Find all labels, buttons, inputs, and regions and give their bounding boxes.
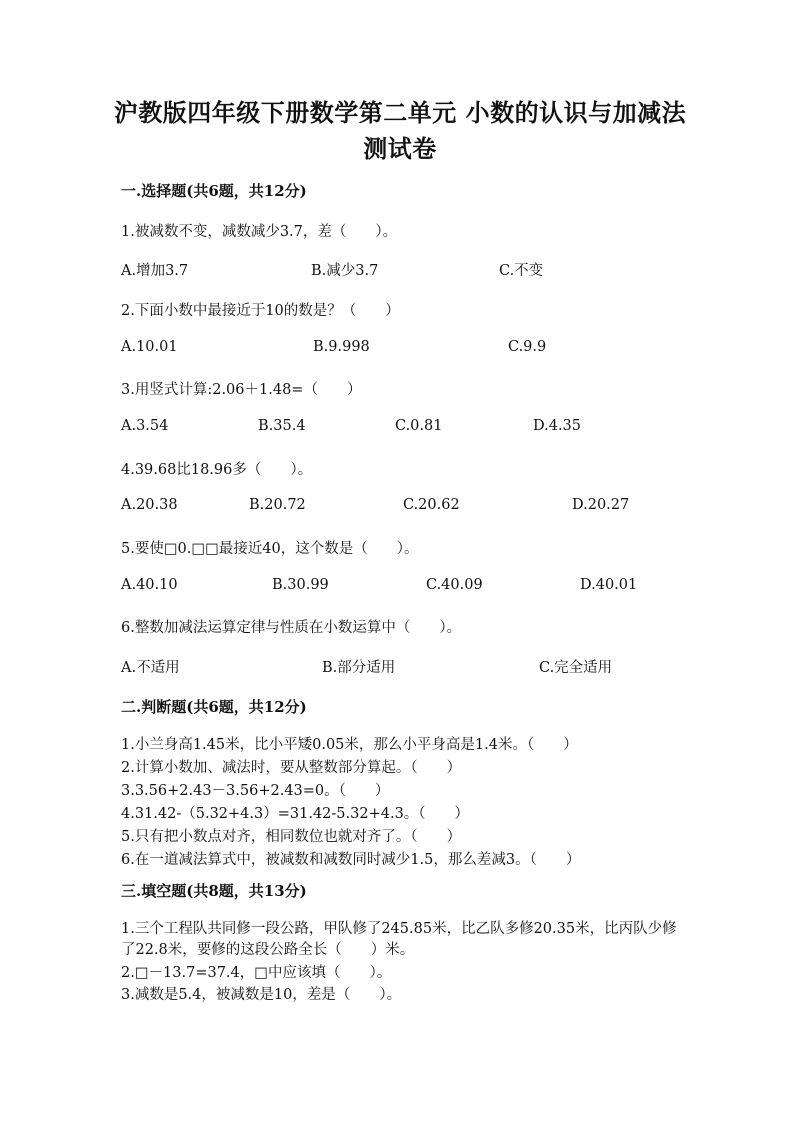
choice-3-option-c: C.0.81 — [395, 418, 443, 434]
choice-3-option-d: D.4.35 — [533, 418, 582, 434]
choice-1-option-c: C.不变 — [499, 263, 544, 279]
choice-4-option-a: A.20.38 — [121, 497, 178, 513]
fill-item-3: 3.减数是5.4，被减数是10，差是（ ）。 — [121, 987, 402, 1003]
choice-2-option-c: C.9.9 — [508, 339, 547, 355]
choice-1-option-b: B.减少3.7 — [311, 263, 379, 279]
fill-item-2: 2.□－13.7=37.4，□中应该填（ ）。 — [121, 965, 392, 981]
choice-question-1: 1.被减数不变，减数减少3.7，差（ ）。 — [121, 224, 398, 240]
choice-5-option-d: D.40.01 — [580, 577, 638, 593]
judge-item-1: 1.小兰身高1.45米，比小平矮0.05米，那么小平身高是1.4米。（ ） — [121, 737, 578, 753]
judge-item-2: 2.计算小数加、减法时，要从整数部分算起。（ ） — [121, 760, 462, 776]
choice-2-option-b: B.9.998 — [313, 339, 370, 355]
section-heading-choice: 一.选择题(共6题，共12分) — [121, 182, 307, 200]
fill-item-1: 1.三个工程队共同修一段公路，甲队修了245.85米，比乙队多修20.35米，比丙队少修了22.8米，要修的这段公路全长（ ）米。 — [121, 921, 677, 958]
choice-6-option-a: A.不适用 — [121, 660, 180, 676]
judge-item-5: 5.只有把小数点对齐，相同数位也就对齐了。（ ） — [121, 829, 462, 845]
choice-question-2: 2.下面小数中最接近于10的数是？（ ） — [121, 303, 400, 319]
judge-item-3: 3.3.56+2.43－3.56+2.43=0。（ ） — [121, 783, 390, 799]
choice-5-option-b: B.30.99 — [272, 577, 329, 593]
choice-question-3: 3.用竖式计算:2.06＋1.48=（ ） — [121, 382, 362, 398]
judge-item-4: 4.31.42-（5.32+4.3）=31.42-5.32+4.3。（ ） — [121, 806, 470, 822]
section-heading-judge: 二.判断题(共6题，共12分) — [121, 698, 307, 716]
choice-5-option-c: C.40.09 — [426, 577, 483, 593]
choice-6-option-c: C.完全适用 — [539, 660, 613, 676]
page-title: 沪教版四年级下册数学第二单元 小数的认识与加减法 测试卷 — [113, 98, 687, 163]
choice-2-option-a: A.10.01 — [121, 339, 178, 355]
choice-question-5: 5.要使□0.□□最接近40，这个数是（ ）。 — [121, 541, 419, 557]
judge-item-6: 6.在一道减法算式中，被减数和减数同时减少1.5，那么差减3。（ ） — [121, 852, 581, 868]
choice-question-4: 4.39.68比18.96多（ ）。 — [121, 462, 313, 478]
choice-4-option-b: B.20.72 — [249, 497, 306, 513]
choice-4-option-d: D.20.27 — [572, 497, 630, 513]
choice-1-option-a: A.增加3.7 — [121, 263, 189, 279]
choice-3-option-a: A.3.54 — [121, 418, 169, 434]
choice-4-option-c: C.20.62 — [403, 497, 460, 513]
choice-5-option-a: A.40.10 — [121, 577, 178, 593]
choice-3-option-b: B.35.4 — [258, 418, 306, 434]
section-heading-fill: 三.填空题(共8题，共13分) — [121, 882, 307, 900]
choice-6-option-b: B.部分适用 — [322, 660, 396, 676]
choice-question-6: 6.整数加减法运算定律与性质在小数运算中（ ）。 — [121, 620, 462, 636]
